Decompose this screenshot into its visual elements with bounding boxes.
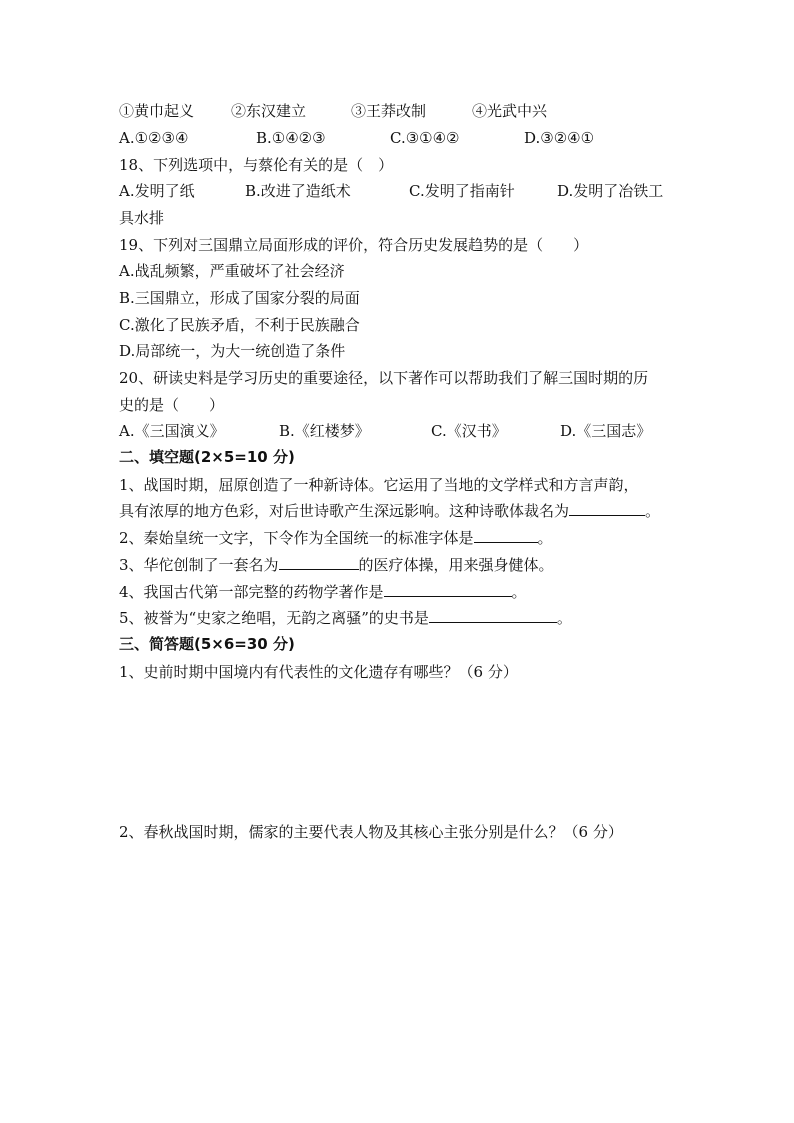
q17-option-d: D.③②④①: [524, 129, 595, 147]
fill-q5: [119, 608, 572, 628]
q18-option-d-wrap: 具水排: [119, 209, 165, 227]
fill-q3-end: 的医疗体操，用来强身健体。: [358, 556, 554, 574]
fill-q4: [119, 582, 527, 602]
fill-q2-end: 。: [537, 529, 553, 547]
q19-option-c: C.激化了民族矛盾，不利于民族融合: [119, 316, 360, 334]
fill-q1-text: 具有浓厚的地方色彩，对后世诗歌产生深远影响。这种诗歌体裁名为: [119, 502, 570, 520]
q19-stem: 19、下列对三国鼎立局面形成的评价，符合历史发展趋势的是（ ）: [119, 236, 589, 254]
q17-event-4: ④光武中兴: [472, 102, 548, 120]
fill-q5-end: 。: [556, 609, 572, 627]
q17-event-2: ②东汉建立: [231, 102, 307, 120]
fill-q4-blank[interactable]: [384, 582, 512, 597]
q18-option-d: D.发明了冶铁工: [557, 182, 664, 200]
q17-event-1: ①黄巾起义: [119, 102, 195, 120]
q18-options: [119, 181, 679, 201]
q19-option-a: A.战乱频繁，严重破坏了社会经济: [119, 262, 345, 280]
q20-option-d: D.《三国志》: [560, 422, 652, 440]
fill-q2-blank[interactable]: [474, 528, 538, 543]
q20-stem-line1: 20、研读史料是学习历史的重要途径，以下著作可以帮助我们了解三国时期的历: [119, 369, 649, 387]
fill-q4-text: 4、我国古代第一部完整的药物学著作是: [119, 583, 384, 601]
fill-q1-line1: 1、战国时期，屈原创造了一种新诗体。它运用了当地的文学样式和方言声韵，: [119, 476, 639, 494]
section-3-title: 三、简答题(5×6=30 分): [119, 635, 295, 653]
short-answer-q1: 1、史前时期中国境内有代表性的文化遗存有哪些？（6 分）: [119, 663, 518, 681]
fill-q3: [119, 555, 554, 575]
q19-option-d: D.局部统一，为大一统创造了条件: [119, 342, 346, 360]
q17-events: [119, 101, 679, 121]
fill-q2: [119, 528, 553, 548]
fill-q1-end: 。: [645, 502, 661, 520]
fill-q1-blank[interactable]: [569, 501, 645, 516]
fill-q5-blank[interactable]: [429, 608, 557, 623]
q17-option-b: B.①④②③: [256, 129, 326, 147]
q17-option-a: A.①②③④: [119, 129, 189, 147]
q20-options: [119, 421, 679, 441]
q18-option-b: B.改进了造纸术: [245, 182, 351, 200]
short-answer-q2: 2、春秋战国时期，儒家的主要代表人物及其核心主张分别是什么？（6 分）: [119, 823, 623, 841]
q17-option-c: C.③①④②: [390, 129, 460, 147]
fill-q4-end: 。: [511, 583, 527, 601]
fill-q1-line2: [119, 501, 660, 521]
q20-stem-line2: 史的是（ ）: [119, 396, 225, 414]
q18-stem: 18、下列选项中，与蔡伦有关的是（ ）: [119, 156, 394, 174]
q19-option-b: B.三国鼎立，形成了国家分裂的局面: [119, 289, 360, 307]
q17-options: [119, 128, 679, 148]
q20-option-c: C.《汉书》: [431, 422, 507, 440]
q20-option-a: A.《三国演义》: [119, 422, 225, 440]
q17-event-3: ③王莽改制: [351, 102, 427, 120]
q20-option-b: B.《红楼梦》: [279, 422, 370, 440]
q18-option-c: C.发明了指南针: [409, 182, 515, 200]
section-2-title: 二、填空题(2×5=10 分): [119, 448, 295, 466]
q18-option-a: A.发明了纸: [119, 182, 195, 200]
fill-q3-text: 3、华佗创制了一套名为: [119, 556, 279, 574]
fill-q5-text: 5、被誉为“史家之绝唱，无韵之离骚”的史书是: [119, 609, 429, 627]
fill-q2-text: 2、秦始皇统一文字，下令作为全国统一的标准字体是: [119, 529, 474, 547]
fill-q3-blank[interactable]: [279, 555, 359, 570]
